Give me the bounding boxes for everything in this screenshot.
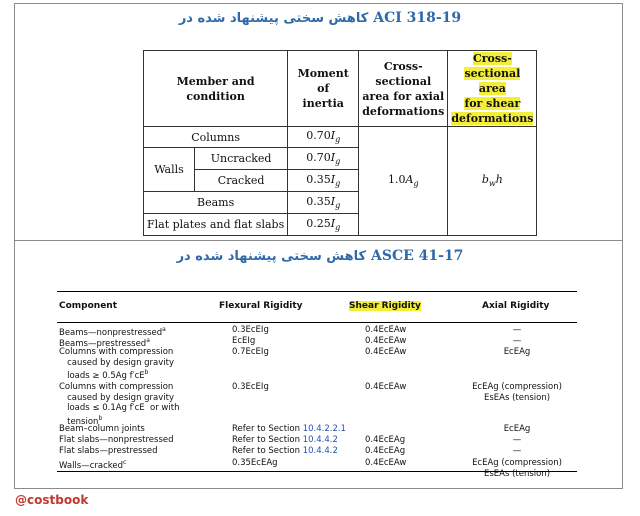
shear-cell: 0.4EcEAw xyxy=(365,347,407,357)
flexural-cell: 0.3EcEIg xyxy=(232,382,269,392)
value-num: 1.0 xyxy=(387,173,406,187)
axial-cell: — xyxy=(512,325,522,335)
shear-cell: 0.4EcEAg xyxy=(365,446,406,456)
row-columns-value xyxy=(288,127,359,148)
header-member-line: Member and xyxy=(176,74,255,88)
component-cell: Beams—nonprestressed$^a$ xyxy=(59,326,166,338)
value-num: 0.70 xyxy=(306,150,331,164)
symbol-i: I xyxy=(330,216,336,230)
header-flexural: Flexural Rigidity xyxy=(219,301,303,311)
axial-cell: — xyxy=(512,336,522,346)
shear-cell: 0.4EcEAw xyxy=(365,382,407,392)
row-cracked-label: Cracked xyxy=(195,170,288,192)
symbol-i: I xyxy=(330,194,336,208)
header-shear xyxy=(448,51,537,127)
symbol-g: g xyxy=(335,223,341,233)
flexural-cell: 0.35EcEAg xyxy=(232,458,278,468)
component-cell: Beam–column joints xyxy=(59,424,145,434)
axial-value xyxy=(359,127,448,236)
header-moment-line: Moment of xyxy=(297,67,349,95)
section-link[interactable]: 10.4.4.2 xyxy=(302,435,338,445)
header-shear-line: deformations xyxy=(451,112,534,125)
row-walls-label: Walls xyxy=(144,148,195,192)
header-moment-line: inertia xyxy=(302,97,344,110)
row-flat-label: Flat plates and flat slabs xyxy=(144,214,288,236)
section-link[interactable]: 10.4.4.2 xyxy=(302,446,338,456)
header-axial-line: deformations xyxy=(362,104,445,118)
symbol-a: A xyxy=(405,173,414,187)
shear-cell: 0.4EcEAw xyxy=(365,458,407,468)
axial-cell: EcEAg (compression) EsEAs (tension) xyxy=(472,458,562,479)
component-cell: Flat slabs—prestressed xyxy=(59,446,158,456)
asce-title xyxy=(0,248,640,264)
section-divider xyxy=(14,240,623,241)
symbol-g: g xyxy=(413,179,419,189)
header-shear-line: for shear xyxy=(464,97,521,110)
aci-title-en: ACI 318-19 xyxy=(373,10,462,26)
section-link[interactable]: 10.4.2.2.1 xyxy=(302,424,346,434)
asce-bottom-rule xyxy=(57,471,577,472)
header-axial-line: sectional xyxy=(375,74,432,88)
header-axial xyxy=(359,51,448,127)
header-component: Component xyxy=(59,301,118,311)
aci-table xyxy=(143,50,537,236)
asce-header-row xyxy=(57,291,577,323)
component-cell: Flat slabs—nonprestressed xyxy=(59,435,174,445)
brand-watermark: @costbook xyxy=(15,493,89,507)
row-flat-value xyxy=(288,214,359,236)
aci-title-fa: کاهش سختی پیشنهاد شده در xyxy=(178,11,369,26)
axial-cell: EcEAg (compression) EsEAs (tension) xyxy=(472,382,562,403)
symbol-g: g xyxy=(335,135,341,145)
header-shear-line: Cross- xyxy=(472,52,512,65)
component-cell: Columns with compression caused by design gravity loads ≤ 0.1Ag f′cE or with tension$^b$ xyxy=(59,382,180,427)
symbol-g: g xyxy=(335,157,341,167)
symbol-i: I xyxy=(330,129,336,143)
header-axial-line: area for axial xyxy=(362,89,445,103)
flexural-cell: 0.3EcEIg xyxy=(232,325,269,335)
axial-cell: — xyxy=(512,446,522,456)
shear-cell: 0.4EcEAg xyxy=(365,435,406,445)
flexural-cell: 0.7EcEIg xyxy=(232,347,269,357)
component-cell: Columns with compression caused by design gravity loads ≥ 0.5Ag $f'cE^b$ xyxy=(59,347,175,381)
axial-cell: EcEAg xyxy=(503,347,531,357)
symbol-i: I xyxy=(330,172,336,186)
flexural-cell: Refer to Section 10.4.4.2 xyxy=(232,446,338,456)
component-cell: Beams—prestressed$^a$ xyxy=(59,337,150,349)
asce-title-en: ASCE 41-17 xyxy=(370,248,464,264)
symbol-h: h xyxy=(495,173,503,187)
shear-value xyxy=(448,127,537,236)
row-columns-label: Columns xyxy=(144,127,288,148)
component-cell: Walls—cracked$^c$ xyxy=(59,459,127,471)
value-num: 0.70 xyxy=(306,129,331,143)
symbol-g: g xyxy=(335,201,341,211)
value-num: 0.25 xyxy=(306,216,331,230)
header-axial-rigidity: Axial Rigidity xyxy=(482,301,550,311)
row-uncracked-value xyxy=(288,148,359,170)
asce-title-fa: کاهش سختی پیشنهاد شده در xyxy=(176,249,367,264)
header-moment xyxy=(288,51,359,127)
flexural-cell: Refer to Section 10.4.2.2.1 xyxy=(232,424,346,434)
symbol-w: w xyxy=(488,179,496,189)
row-uncracked-label: Uncracked xyxy=(195,148,288,170)
value-num: 0.35 xyxy=(306,194,331,208)
axial-cell: — xyxy=(512,435,522,445)
symbol-g: g xyxy=(335,179,341,189)
axial-cell: EcEAg xyxy=(503,424,531,434)
aci-title xyxy=(0,10,640,26)
row-beams-label: Beams xyxy=(144,192,288,214)
header-axial-line: Cross- xyxy=(383,59,423,73)
header-member xyxy=(144,51,288,127)
header-shear-line: sectional area xyxy=(464,67,521,95)
row-beams-value xyxy=(288,192,359,214)
flexural-cell: EcEIg xyxy=(232,336,256,346)
shear-cell: 0.4EcEAw xyxy=(365,325,407,335)
symbol-i: I xyxy=(330,150,336,164)
value-num: 0.35 xyxy=(306,172,331,186)
flexural-cell: Refer to Section 10.4.4.2 xyxy=(232,435,338,445)
header-member-line: condition xyxy=(186,89,245,103)
header-shear-rigidity: Shear Rigidity xyxy=(349,301,421,311)
row-cracked-value xyxy=(288,170,359,192)
shear-cell: 0.4EcEAw xyxy=(365,336,407,346)
symbol-b: b xyxy=(481,173,489,187)
